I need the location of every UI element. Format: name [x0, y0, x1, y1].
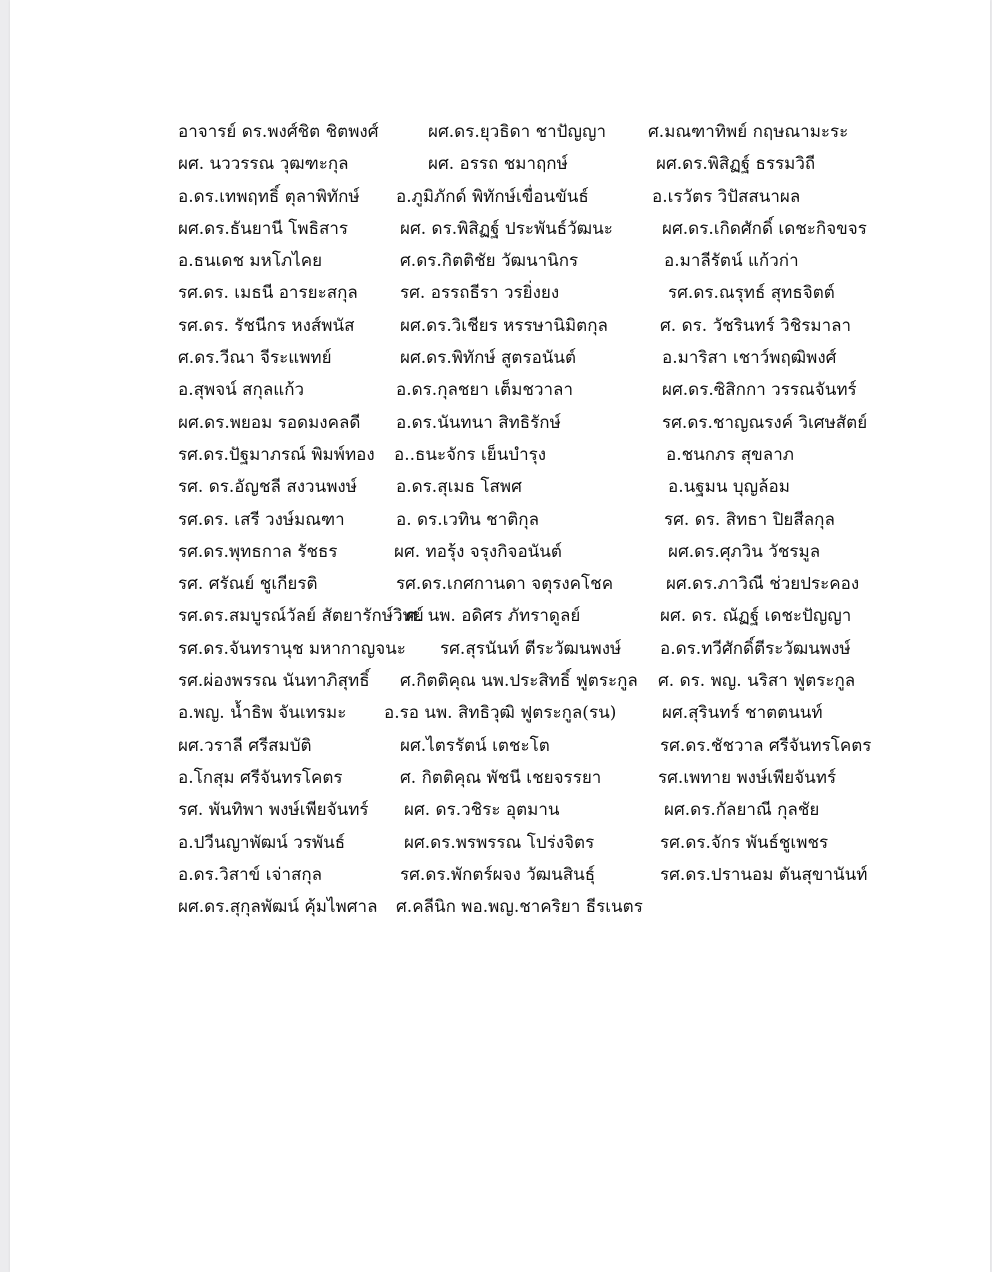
name-entry: รศ.ดร. รัชนีกร หงส์พนัส: [178, 315, 355, 336]
name-entry: ศ.ดร.วีณา จีระแพทย์: [178, 348, 332, 369]
name-entry: ผศ.สุรินทร์ ชาตตนนท์: [662, 703, 823, 724]
name-entry: ผศ.ดร.ซิสิกกา วรรณจันทร์: [662, 380, 857, 401]
name-entry: อ.รอ นพ. สิทธิวุฒิ ฟูตระกูล(รน): [384, 703, 617, 724]
name-entry: ผศ.ดร.กัลยาณี กุลชัย: [664, 800, 820, 821]
name-entry: รศ. พันทิพา พงษ์เพียจันทร์: [178, 800, 369, 821]
name-entry: รศ.ดร.ปรานอม ตันสุขานันท์: [660, 864, 868, 885]
name-row: [178, 213, 898, 245]
name-entry: อ.ปวีนญาพัฒน์ วรพันธ์: [178, 832, 346, 853]
name-entry: อ.ดร.นันทนา สิทธิรักษ์: [396, 412, 561, 433]
name-entry: ผศ.ไตรรัตน์ เตชะโต: [400, 735, 550, 756]
name-entry: อ.โกสุม ศรีจันทรโคตร: [178, 767, 343, 788]
name-entry: ผศ.วราลี ศรีสมบัติ: [178, 735, 312, 756]
name-row: [178, 762, 898, 794]
name-row: [178, 794, 898, 826]
name-row: [178, 439, 898, 471]
name-row: [178, 665, 898, 697]
name-entry: ผศ. ทอรุ้ง จรุงกิจอนันต์: [394, 541, 562, 562]
name-entry: ศ. ดร. พญ. นริสา ฟูตระกูล: [658, 671, 856, 692]
name-entry: อ.ภูมิภักด์ พิทักษ์เขื่อนขันธ์: [396, 186, 589, 207]
name-row: [178, 504, 898, 536]
name-entry: ศ. กิตติคุณ พัชนี เชยจรรยา: [400, 767, 602, 788]
name-entry: ผศ.ดร.พยอม รอดมงคลดี: [178, 412, 361, 433]
name-row: [178, 633, 898, 665]
name-entry: อ.ชนกภร สุขลาภ: [666, 444, 794, 465]
name-entry: รศ.ผ่องพรรณ นันทาภิสุทธิ์: [178, 671, 370, 692]
name-row: [178, 827, 898, 859]
name-entry: รศ.ดร.ชัชวาล ศรีจันทรโคตร: [660, 735, 872, 756]
name-entry: รศ.ดร.พุทธกาล รัชธร: [178, 541, 338, 562]
name-entry: รศ. ดร.อัญชลี สงวนพงษ์: [178, 477, 357, 498]
name-entry: ผศ.ดร.ศุภวิน วัชรมูล: [668, 541, 821, 562]
name-entry: อ.นฐมน บุญล้อม: [668, 477, 790, 498]
document-page: [10, 0, 990, 1272]
name-row: [178, 407, 898, 439]
name-entry: ผศ. อรรถ ชมาฤกษ์: [428, 154, 568, 175]
name-row: [178, 374, 898, 406]
name-entry: รศ.ดร.สมบูรณ์วัลย์ สัตยารักษ์วิทย์: [178, 606, 424, 627]
name-entry: รศ.ดร.จันทรานุช มหากาญจนะ: [178, 638, 406, 659]
name-entry: อ.สุพจน์ สกุลแก้ว: [178, 380, 305, 401]
name-entry: อ.ดร.กุลชยา เต็มชวาลา: [396, 380, 573, 401]
name-entry: รศ. ดร. สิทธา ปิยสีลกุล: [664, 509, 835, 530]
name-entry: อ.พญ. น้ำธิพ จันเทรมะ: [178, 703, 347, 724]
name-entry: อ.ดร.วิสาข์ เจ่าสกุล: [178, 864, 323, 885]
name-entry: ผศ.ดร.สุกุลพัฒน์ คุ้มไพศาล: [178, 897, 378, 918]
name-entry: อ.มาลีรัตน์ แก้วก่า: [664, 251, 799, 272]
name-row: [178, 148, 898, 180]
name-entry: รศ.ดร.พักตร์ผจง วัฒนสินธุ์: [400, 864, 596, 885]
name-entry: รศ.ดร.ชาญณรงค์ วิเศษสัตย์: [662, 412, 868, 433]
name-entry: อ. ดร.เวทิน ชาติกุล: [396, 509, 540, 530]
name-entry: ผศ. ดร. ณัฏฐ์ เดชะปัญญา: [660, 606, 852, 627]
name-entry: ศ. ดร. วัชรินทร์ วิชิรมาลา: [660, 315, 852, 336]
name-entry: รศ.ดร.เกศกานดา จตุรงคโชค: [396, 574, 614, 595]
name-entry: อ.เรวัตร วิปัสสนาผล: [652, 186, 801, 207]
name-entry: ผศ.ดร.พรพรรณ โปร่งจิตร: [404, 832, 595, 853]
name-entry: รศ.ดร.ณรุทธ์ สุทธจิตต์: [668, 283, 835, 304]
name-row: [178, 181, 898, 213]
name-row: [178, 471, 898, 503]
name-entry: รศ.เพทาย พงษ์เพียจันทร์: [658, 767, 837, 788]
name-entry: ผศ. ดร.วชิระ อุตมาน: [404, 800, 560, 821]
name-row: [178, 697, 898, 729]
name-row: [178, 568, 898, 600]
name-entry: ผศ.ดร.ธันยานี โพธิสาร: [178, 218, 349, 239]
name-entry: อ.ธนเดช มหโภไคย: [178, 251, 323, 272]
name-entry: อ.ดร.สุเมธ โสพศ: [396, 477, 522, 498]
name-row: [178, 891, 898, 923]
name-entry: ผศ.ดร.พิสิฏฐ์ ธรรมวิถี: [656, 154, 816, 175]
name-row: [178, 245, 898, 277]
name-entry: ผศ. นววรรณ วุฒฑะกุล: [178, 154, 349, 175]
name-row: [178, 310, 898, 342]
name-entry: ศ.คลีนิก พอ.พญ.ชาคริยา ธีรเนตร: [396, 897, 643, 918]
name-entry: รศ. ศรัณย์ ชูเกียรติ: [178, 574, 318, 595]
name-entry: ผศ.ดร.ภาวิณี ช่วยประคอง: [666, 574, 860, 595]
name-entry: ศ.กิตติคุณ นพ.ประสิทธิ์ ฟูตระกูล: [400, 671, 638, 692]
name-entry: อ.มาริสา เชาว์พฤฒิพงศ์: [662, 348, 837, 369]
name-entry: อ..ธนะจักร เย็นบำรุง: [394, 444, 547, 465]
name-row: [178, 859, 898, 891]
name-row: [178, 600, 898, 632]
name-row: [178, 277, 898, 309]
name-entry: ผศ.ดร.ยุวธิดา ชาปัญญา: [428, 122, 606, 142]
name-row: [178, 536, 898, 568]
name-entry: รศ.ดร. เสรี วงษ์มณฑา: [178, 509, 345, 530]
name-entry: รศ.ดร.ปัฐมาภรณ์ พิมพ์ทอง: [178, 444, 375, 465]
name-entry: อาจารย์ ดร.พงศ์ชิต ชิตพงศ์: [178, 122, 379, 142]
name-entry: รศ. อรรถธีรา วรยิ่งยง: [400, 283, 560, 304]
name-entry: ผศ.ดร.วิเชียร หรรษานิมิตกุล: [400, 315, 608, 336]
name-entry: รศ.ดร.จักร พันธ์ชูเพชร: [660, 832, 829, 853]
name-entry: ศ.มณฑาทิพย์ กฤษณามะระ: [648, 122, 849, 142]
name-entry: ผศ.ดร.เกิดศักดิ์ เดชะกิจขจร: [662, 218, 867, 239]
name-entry: ศ. นพ. อดิศร ภัทราดูลย์: [406, 606, 581, 627]
name-entry: อ.ดร.ทวีศักดิ์ตีระวัฒนพงษ์: [660, 638, 851, 659]
name-row: [178, 730, 898, 762]
name-entry: รศ.ดร. เมธนี อารยะสกุล: [178, 283, 358, 304]
name-entry: อ.ดร.เทพฤทธิ์ ตุลาพิทักษ์: [178, 186, 360, 207]
name-entry: ผศ. ดร.พิสิฏฐ์ ประพันธ์วัฒนะ: [400, 218, 613, 239]
name-entry: ผศ.ดร.พิทักษ์ สูตรอนันต์: [400, 348, 577, 369]
name-list: [178, 116, 898, 923]
name-entry: ศ.ดร.กิตติชัย วัฒนานิกร: [400, 251, 579, 272]
name-entry: รศ.สุรนันท์ ตีระวัฒนพงษ์: [440, 638, 622, 659]
name-row: [178, 116, 898, 148]
name-row: [178, 342, 898, 374]
